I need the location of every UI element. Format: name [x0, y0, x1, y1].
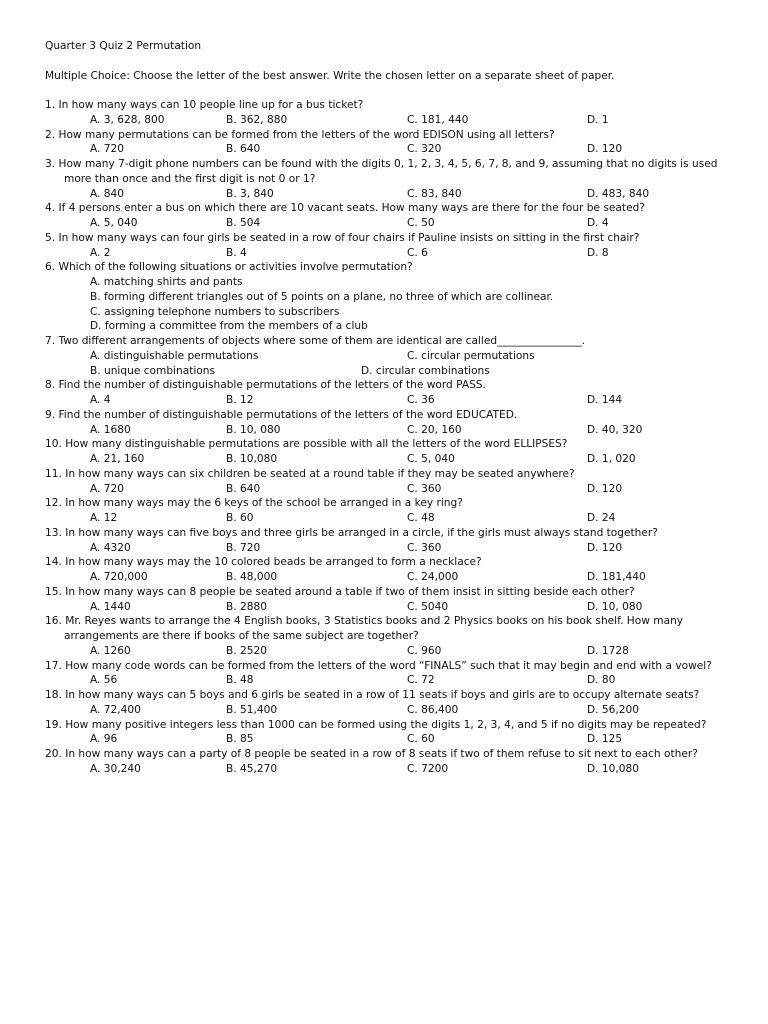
- option-b: B. 51,400: [226, 703, 278, 716]
- answer-options: [45, 570, 735, 585]
- option-b: B. 2880: [226, 600, 267, 613]
- question-text: 20. In how many ways can a party of 8 people be seated in a row of 8 seats if two of them refuse to sit next to each other?: [45, 748, 698, 760]
- question-text: 16. Mr. Reyes wants to arrange the 4 English books, 3 Statistics books and 2 Physics books on his book shelf. How many arrangements are there if books of the same subject are together?: [45, 615, 684, 642]
- option-b: B. 10, 080: [226, 423, 281, 436]
- option-b: B. 504: [226, 217, 261, 229]
- option-c: C. 5, 040: [407, 453, 455, 465]
- option-d: D. 120: [587, 143, 623, 156]
- question-7: [45, 334, 735, 378]
- option-a: A. 1440: [90, 600, 131, 613]
- answer-options: [45, 452, 735, 467]
- option-b: B. 720: [226, 541, 261, 554]
- answer-options: [45, 423, 735, 438]
- option-d: D. circular combinations: [361, 364, 490, 377]
- question-text: 4. If 4 persons enter a bus on which there are 10 vacant seats. How many ways are there for the four be seated?: [45, 202, 645, 215]
- option-a: A. 72,400: [90, 703, 141, 716]
- option-d: D. 120: [587, 482, 623, 495]
- question-17: [45, 659, 735, 689]
- question-text: 18. In how many ways can 5 boys and 6 girls be seated in a row of 11 seats if boys and girls are to occupy alternate seats?: [45, 689, 700, 701]
- option-c: C. 960: [407, 644, 442, 657]
- option-d: D. 125: [587, 733, 623, 746]
- option-a: A. 12: [90, 512, 118, 524]
- question-13: [45, 526, 735, 556]
- question-10: [45, 437, 735, 467]
- option-a: A. 30,240: [90, 762, 141, 775]
- question-text: 1. In how many ways can 10 people line up for a bus ticket?: [45, 99, 364, 111]
- question-text: 2. How many permutations can be formed from the letters of the word EDISON using all letters?: [45, 128, 555, 141]
- option-d: D. 144: [587, 394, 623, 406]
- quiz-page: [45, 39, 735, 777]
- question-text: 7. Two different arrangements of objects where some of them are identical are called________________.: [45, 335, 586, 347]
- option-b: B. 48: [226, 674, 254, 687]
- answer-options: [45, 644, 735, 659]
- option-b: B. 362, 880: [226, 113, 288, 126]
- question-text: 15. In how many ways can 8 people be seated around a table if two of them insist in sitting beside each other?: [45, 585, 635, 598]
- question-12: [45, 496, 735, 526]
- option-c: C. 181, 440: [407, 113, 469, 126]
- option-a: A. 96: [90, 733, 118, 746]
- option-b: B. 10,080: [226, 453, 278, 465]
- option-d: D. 10,080: [587, 762, 639, 775]
- question-text: 6. Which of the following situations or activities involve permutation?: [45, 261, 413, 274]
- option-d: D. 40, 320: [587, 423, 643, 436]
- option-a: A. 2: [90, 246, 111, 259]
- option-b: B. 3, 840: [226, 187, 274, 200]
- option-a: A. 840: [90, 187, 125, 200]
- option-c: C. 5040: [407, 600, 449, 613]
- answer-options: [45, 732, 735, 747]
- quiz-instructions: Multiple Choice: Choose the letter of the best answer. Write the chosen letter on a separate sheet of paper.: [45, 69, 615, 82]
- answer-options: [45, 511, 735, 526]
- option-a: A. 5, 040: [90, 217, 138, 229]
- option-a: A. 21, 160: [90, 453, 145, 465]
- question-15: [45, 585, 735, 615]
- option-a: A. distinguishable permutations: [90, 349, 259, 362]
- question-5: [45, 231, 735, 261]
- quiz-title: Quarter 3 Quiz 2 Permutation: [45, 40, 202, 52]
- question-16: [45, 614, 735, 658]
- option-d: D. forming a committee from the members of a club: [90, 320, 368, 333]
- question-19: [45, 718, 735, 748]
- answer-options-row-1: [45, 349, 735, 364]
- option-a: A. 56: [90, 674, 118, 687]
- question-list: [45, 98, 735, 777]
- answer-options: [45, 142, 735, 157]
- option-c: C. 36: [407, 394, 435, 406]
- option-b: B. 2520: [226, 644, 267, 657]
- option-a: A. 720: [90, 482, 125, 495]
- answer-options: [45, 187, 735, 202]
- option-a: A. 1680: [90, 423, 131, 436]
- option-c: C. 83, 840: [407, 187, 462, 200]
- option-a: A. 720,000: [90, 571, 148, 583]
- option-c: C. 360: [407, 482, 442, 495]
- question-2: [45, 128, 735, 158]
- option-a: A. 720: [90, 143, 125, 156]
- option-d: D. 4: [587, 217, 609, 229]
- option-a: A. 4320: [90, 541, 131, 554]
- answer-options-row-2: [45, 364, 735, 379]
- option-a: A. matching shirts and pants: [90, 276, 243, 288]
- option-b: B. 12: [226, 394, 254, 406]
- answer-options: [45, 275, 735, 334]
- option-d: D. 181,440: [587, 571, 646, 583]
- option-b: B. forming different triangles out of 5 points on a plane, no three of which are collinear.: [90, 290, 554, 303]
- option-c: C. 20, 160: [407, 423, 462, 436]
- option-c: C. circular permutations: [407, 349, 535, 362]
- question-3: [45, 157, 735, 201]
- question-20: [45, 747, 735, 777]
- option-d: D. 56,200: [587, 703, 639, 716]
- option-d: D. 80: [587, 674, 616, 687]
- question-text: 14. In how many ways may the 10 colored beads be arranged to form a necklace?: [45, 556, 482, 569]
- question-8: [45, 378, 735, 408]
- option-b: B. 4: [226, 246, 247, 259]
- option-c: C. 50: [407, 217, 435, 229]
- question-14: [45, 555, 735, 585]
- option-d: D. 24: [587, 512, 616, 524]
- option-b: B. unique combinations: [90, 364, 216, 377]
- answer-options: [45, 482, 735, 497]
- option-c: C. 48: [407, 512, 435, 524]
- answer-options: [45, 762, 735, 777]
- option-a: A. 3, 628, 800: [90, 113, 165, 126]
- answer-options: [45, 673, 735, 688]
- question-text: 13. In how many ways can five boys and three girls be arranged in a circle, if the girls must always stand together?: [45, 526, 658, 539]
- option-d: D. 483, 840: [587, 187, 650, 200]
- question-text: 5. In how many ways can four girls be seated in a row of four chairs if Pauline insists on sitting in the first chair?: [45, 231, 640, 244]
- option-d: D. 1728: [587, 644, 629, 657]
- option-c: C. 360: [407, 541, 442, 554]
- question-text: 8. Find the number of distinguishable permutations of the letters of the word PASS.: [45, 379, 486, 392]
- option-c: C. 60: [407, 733, 435, 746]
- option-c: C. 320: [407, 143, 442, 156]
- question-4: [45, 201, 735, 231]
- option-d: D. 8: [587, 246, 609, 259]
- option-b: B. 85: [226, 733, 254, 746]
- answer-options: [45, 541, 735, 556]
- option-c: C. assigning telephone numbers to subscribers: [90, 305, 340, 318]
- option-d: D. 10, 080: [587, 600, 643, 613]
- option-c: C. 7200: [407, 762, 449, 775]
- option-d: D. 120: [587, 541, 623, 554]
- answer-options: [45, 393, 735, 408]
- question-11: [45, 467, 735, 497]
- question-text: 10. How many distinguishable permutations are possible with all the letters of the word ELLIPSES?: [45, 438, 568, 451]
- option-c: C. 6: [407, 246, 428, 259]
- option-b: B. 640: [226, 482, 261, 495]
- option-d: D. 1: [587, 113, 609, 126]
- question-text: 17. How many code words can be formed from the letters of the word “FINALS” such that it may begin and end with a vowel?: [45, 659, 712, 672]
- question-9: [45, 408, 735, 438]
- option-b: B. 60: [226, 512, 254, 524]
- option-c: C. 72: [407, 674, 435, 687]
- question-text: 9. Find the number of distinguishable permutations of the letters of the word EDUCATED.: [45, 408, 518, 421]
- option-d: D. 1, 020: [587, 453, 636, 465]
- option-c: C. 86,400: [407, 703, 459, 716]
- question-18: [45, 688, 735, 718]
- question-text: 3. How many 7-digit phone numbers can be found with the digits 0, 1, 2, 3, 4, 5, 6, 7, 8, and 9, assuming that no digits is used more than once and the first digit is not 0 or 1?: [45, 158, 718, 185]
- answer-options: [45, 216, 735, 231]
- answer-options: [45, 246, 735, 261]
- option-b: B. 48,000: [226, 571, 278, 583]
- option-a: A. 4: [90, 394, 111, 406]
- option-b: B. 45,270: [226, 762, 278, 775]
- question-text: 19. How many positive integers less than 1000 can be formed using the digits 1, 2, 3, 4, and 5 if no digits may be repeated?: [45, 718, 707, 731]
- answer-options: [45, 113, 735, 128]
- question-1: [45, 98, 735, 128]
- question-text: 11. In how many ways can six children be seated at a round table if they may be seated anywhere?: [45, 467, 575, 480]
- option-a: A. 1260: [90, 644, 131, 657]
- option-b: B. 640: [226, 143, 261, 156]
- question-text: 12. In how many ways may the 6 keys of the school be arranged in a key ring?: [45, 497, 463, 510]
- option-c: C. 24,000: [407, 571, 459, 583]
- question-6: [45, 260, 735, 334]
- answer-options: [45, 600, 735, 615]
- answer-options: [45, 703, 735, 718]
